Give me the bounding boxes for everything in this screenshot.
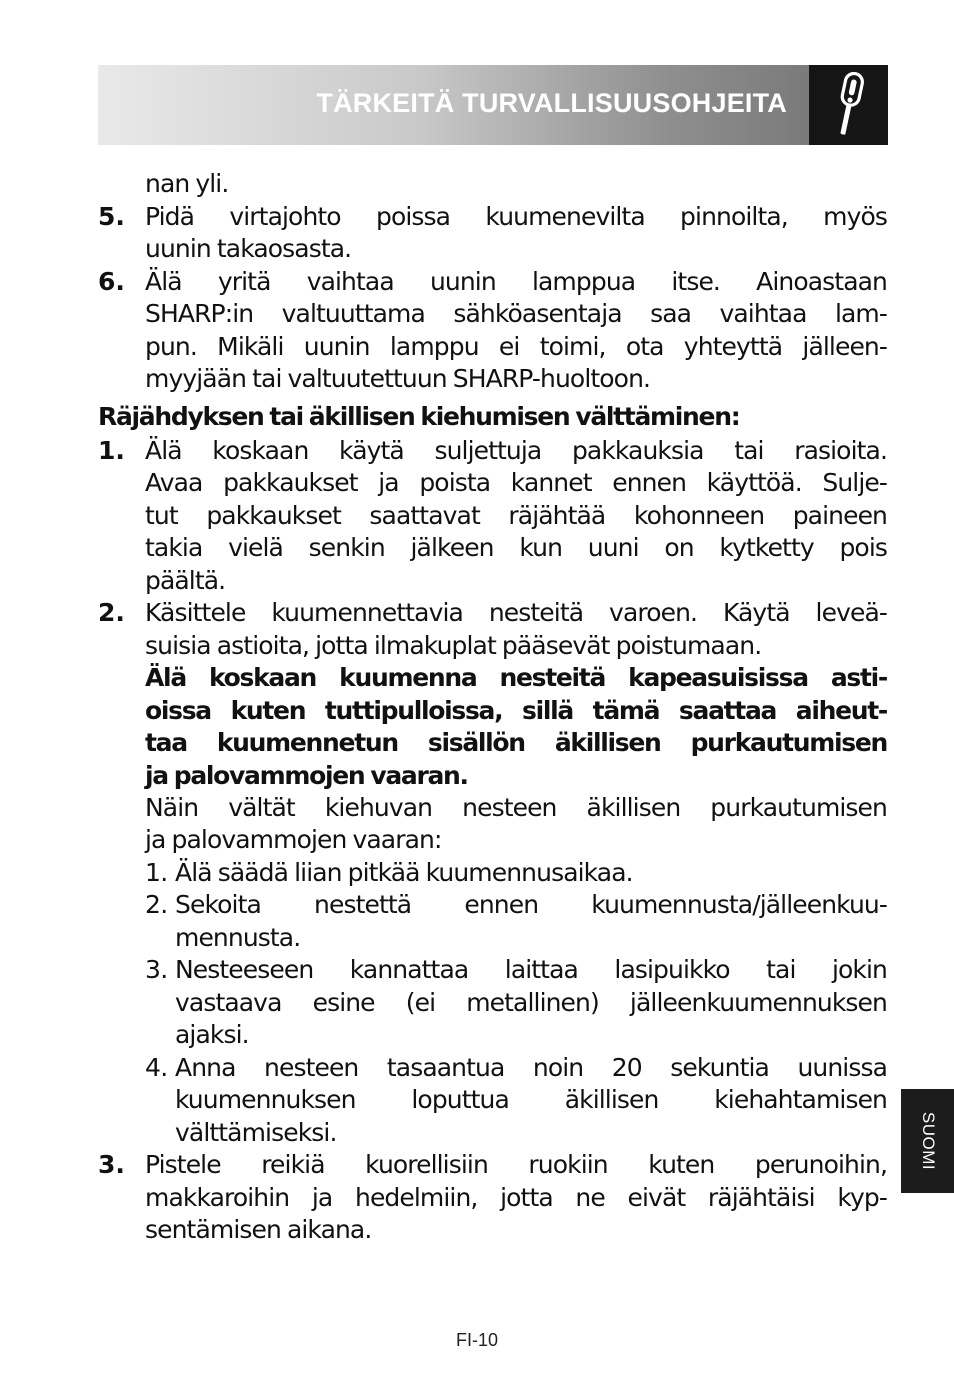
- page-number: FI-10: [455, 1330, 498, 1350]
- continuation-text: nan yli.: [145, 169, 229, 198]
- list-item-line: Älä yritä vaihtaa uunin lamppua itse. Ainoastaan: [145, 267, 887, 296]
- list-item-line: sentämisen aikana.: [145, 1215, 372, 1244]
- list-item-line: tut pakkaukset saattavat räjähtää kohonneen paineen: [145, 501, 887, 530]
- list-item-number: 6.: [98, 267, 125, 296]
- sub-item-line: vastaava esine (ei metallinen) jälleenkuumennuksen: [175, 988, 887, 1017]
- tip-line: ja palovammojen vaaran:: [145, 825, 442, 854]
- exclamation-icon: [809, 65, 888, 145]
- tip-line: Näin vältät kiehuvan nesteen äkillisen purkautumisen: [145, 793, 887, 822]
- list-item-line: uunin takaosasta.: [145, 234, 352, 263]
- list-item-line: SHARP:in valtuuttama sähköasentaja saa vaihtaa lam-: [145, 299, 887, 328]
- list-item-number: 1.: [98, 436, 125, 465]
- language-tab: [901, 1089, 954, 1193]
- sub-item-line: Nesteeseen kannattaa laittaa lasipuikko tai jokin: [175, 955, 887, 984]
- page-title: TÄRKEITÄ TURVALLISUUSOHJEITA: [316, 88, 787, 118]
- sub-item-line: kuumennuksen loputtua äkillisen kiehahtamisen: [175, 1085, 887, 1114]
- warning-line: taa kuumennetun sisällön äkillisen purkautumisen: [145, 728, 887, 757]
- list-item-line: suisia astioita, jotta ilmakuplat pääsevät poistumaan.: [145, 631, 762, 660]
- list-item-line: päältä.: [145, 566, 226, 595]
- warning-line: Älä koskaan kuumenna nesteitä kapeasuisissa asti-: [145, 663, 887, 692]
- list-item-number: 5.: [98, 202, 125, 231]
- sub-item-number: 2.: [145, 890, 168, 919]
- warning-line: oissa kuten tuttipulloissa, sillä tämä saattaa aiheut-: [145, 696, 887, 725]
- language-tab-label: SUOMI: [918, 1111, 938, 1171]
- list-item-line: pun. Mikäli uunin lamppu ei toimi, ota yhteyttä jälleen-: [145, 332, 887, 361]
- header-banner: [98, 65, 809, 145]
- list-item-line: Käsittele kuumennettavia nesteitä varoen. Käytä leveä-: [145, 598, 887, 627]
- list-item-number: 3.: [98, 1150, 125, 1179]
- section-heading: Räjähdyksen tai äkillisen kiehumisen välttäminen:: [98, 402, 740, 431]
- sub-item-line: Sekoita nestettä ennen kuumennusta/jälleenkuu-: [175, 890, 887, 919]
- sub-item-line: ajaksi.: [175, 1020, 249, 1049]
- sub-item-number: 1.: [145, 858, 168, 887]
- list-item-line: Pidä virtajohto poissa kuumenevilta pinnoilta, myös: [145, 202, 887, 231]
- sub-item-line: mennusta.: [175, 923, 301, 952]
- list-item-line: takia vielä senkin jälkeen kun uuni on kytketty pois: [145, 533, 887, 562]
- list-item-number: 2.: [98, 598, 125, 627]
- sub-item-number: 4.: [145, 1053, 168, 1082]
- sub-item-line: välttämiseksi.: [175, 1118, 337, 1147]
- sub-item-number: 3.: [145, 955, 168, 984]
- sub-item-line: Älä säädä liian pitkää kuumennusaikaa.: [175, 858, 633, 887]
- list-item-line: Avaa pakkaukset ja poista kannet ennen käyttöä. Sulje-: [145, 468, 887, 497]
- sub-item-line: Anna nesteen tasaantua noin 20 sekuntia uunissa: [175, 1053, 887, 1082]
- list-item-line: Pistele reikiä kuorellisiin ruokiin kuten perunoihin,: [145, 1150, 887, 1179]
- list-item-line: myyjään tai valtuutettuun SHARP-huoltoon.: [145, 364, 651, 393]
- list-item-line: makkaroihin ja hedelmiin, jotta ne eivät räjähtäisi kyp-: [145, 1183, 887, 1212]
- warning-line: ja palovammojen vaaran.: [145, 761, 468, 790]
- list-item-line: Älä koskaan käytä suljettuja pakkauksia tai rasioita.: [145, 436, 887, 465]
